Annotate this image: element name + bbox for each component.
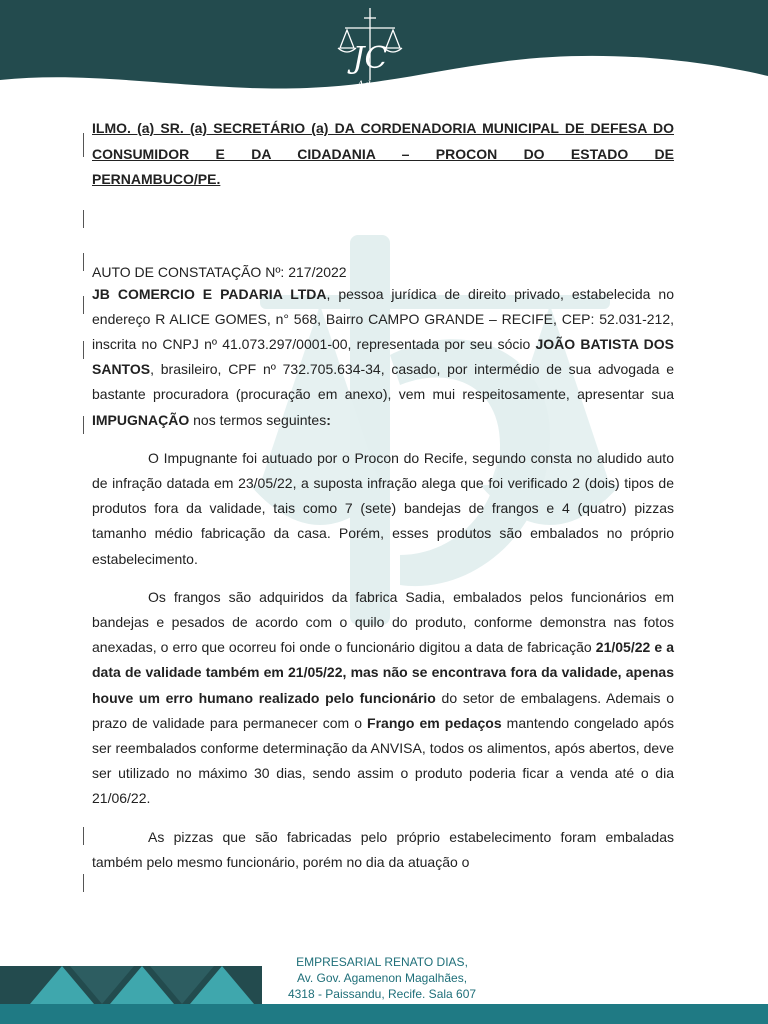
heading-line-2: DEFESA DO CONSUMIDOR E DA CIDADANIA – PROCON DO ESTADO DE [92,120,674,162]
address-line-2: Av. Gov. Agamenon Magalhães, [296,971,468,985]
logo-monogram: JC [352,41,388,76]
footer-address [262,954,502,1002]
margin-mark [83,210,84,228]
margin-mark [83,253,84,271]
paragraph-chickens: Os frangos são adquiridos da fabrica Sadia, embalados pelos funcionários em bandejas e pesados de acordo com o quilo do produto, conforme demonstra nas fotos anexadas, o erro que ocorreu foi onde o funcionário digitou a data de fabricação 21/05/22 e a data de validade também em 21/05/22, mas não se encontrava fora da validade, apenas houve um erro humano realizado pelo funcionário do setor de embalagens. Ademais o prazo de validade para permanecer com o Frango em pedaços mantendo congelado após ser reembalados conforme determinação da ANVISA, todos os alimentos, após abertos, deve ser utilizado no máximo 30 dias, sendo assim o produto poderia ficar a venda até o dia 21/06/22. [92,588,674,807]
address-line-1: EMPRESARIAL RENATO DIAS, [296,955,468,969]
address-line-3: 4318 - Paissandu, Recife. Sala 607 [287,987,477,1001]
document-heading [92,116,674,193]
reference-number: AUTO DE CONSTATAÇÃO Nº: 217/2022 [92,263,347,280]
paragraph-qualification: JB COMERCIO E PADARIA LTDA, pessoa jurídica de direito privado, estabelecida no endereço R ALICE GOMES, n° 568, Bairro CAMPO GRANDE – RECIFE, CEP: 52.031-212, inscrita no CNPJ nº 41.073.297/0001-00, representada por seu sócio JOÃO BATISTA DOS SANTOS, brasileiro, CPF nº 732.705.634-34, casado, por intermédio de sua advogada e bastante procuradora (procuração em anexo), vem mui respeitosamente, apresentar sua IMPUGNAÇÃO nos termos seguintes: [92,285,674,428]
logo-subtitle: Advocacia [356,80,412,91]
margin-mark [83,416,84,434]
company-name: JB COMERCIO E PADARIA LTDA [92,285,327,302]
document-body [92,116,674,875]
impugnacao-label: IMPUGNAÇÃO [92,411,190,428]
heading-line-1: ILMO. (a) SR. (a) SECRETÁRIO (a) DA CORDENADORIA MUNICIPAL DE [92,120,585,136]
partner-name: JOÃO BATISTA DOS SANTOS [92,335,674,378]
header-banner [0,0,768,110]
paragraph-facts: O Impugnante foi autuado por o Procon do Recife, segundo consta no aludido auto de infração datada em 23/05/22, a suposta infração alega que foi verificado 2 (dois) tipos de produtos fora da validade, tais como 7 (sete) bandejas de frangos e 4 (quatro) pizzas tamanho médio fabricação da casa. Porém, esses produtos são embalados no próprio estabelecimento. [92,449,674,567]
margin-mark [83,874,84,892]
margin-mark [83,296,84,314]
margin-mark [83,341,84,359]
paragraph-pizzas: As pizzas que são fabricadas pelo próprio estabelecimento foram embaladas também pelo mesmo funcionário, porém no dia da atuação o [92,828,674,870]
margin-mark [83,827,84,845]
heading-line-3: PERNAMBUCO/PE. [92,171,221,187]
margin-mark [83,133,84,157]
